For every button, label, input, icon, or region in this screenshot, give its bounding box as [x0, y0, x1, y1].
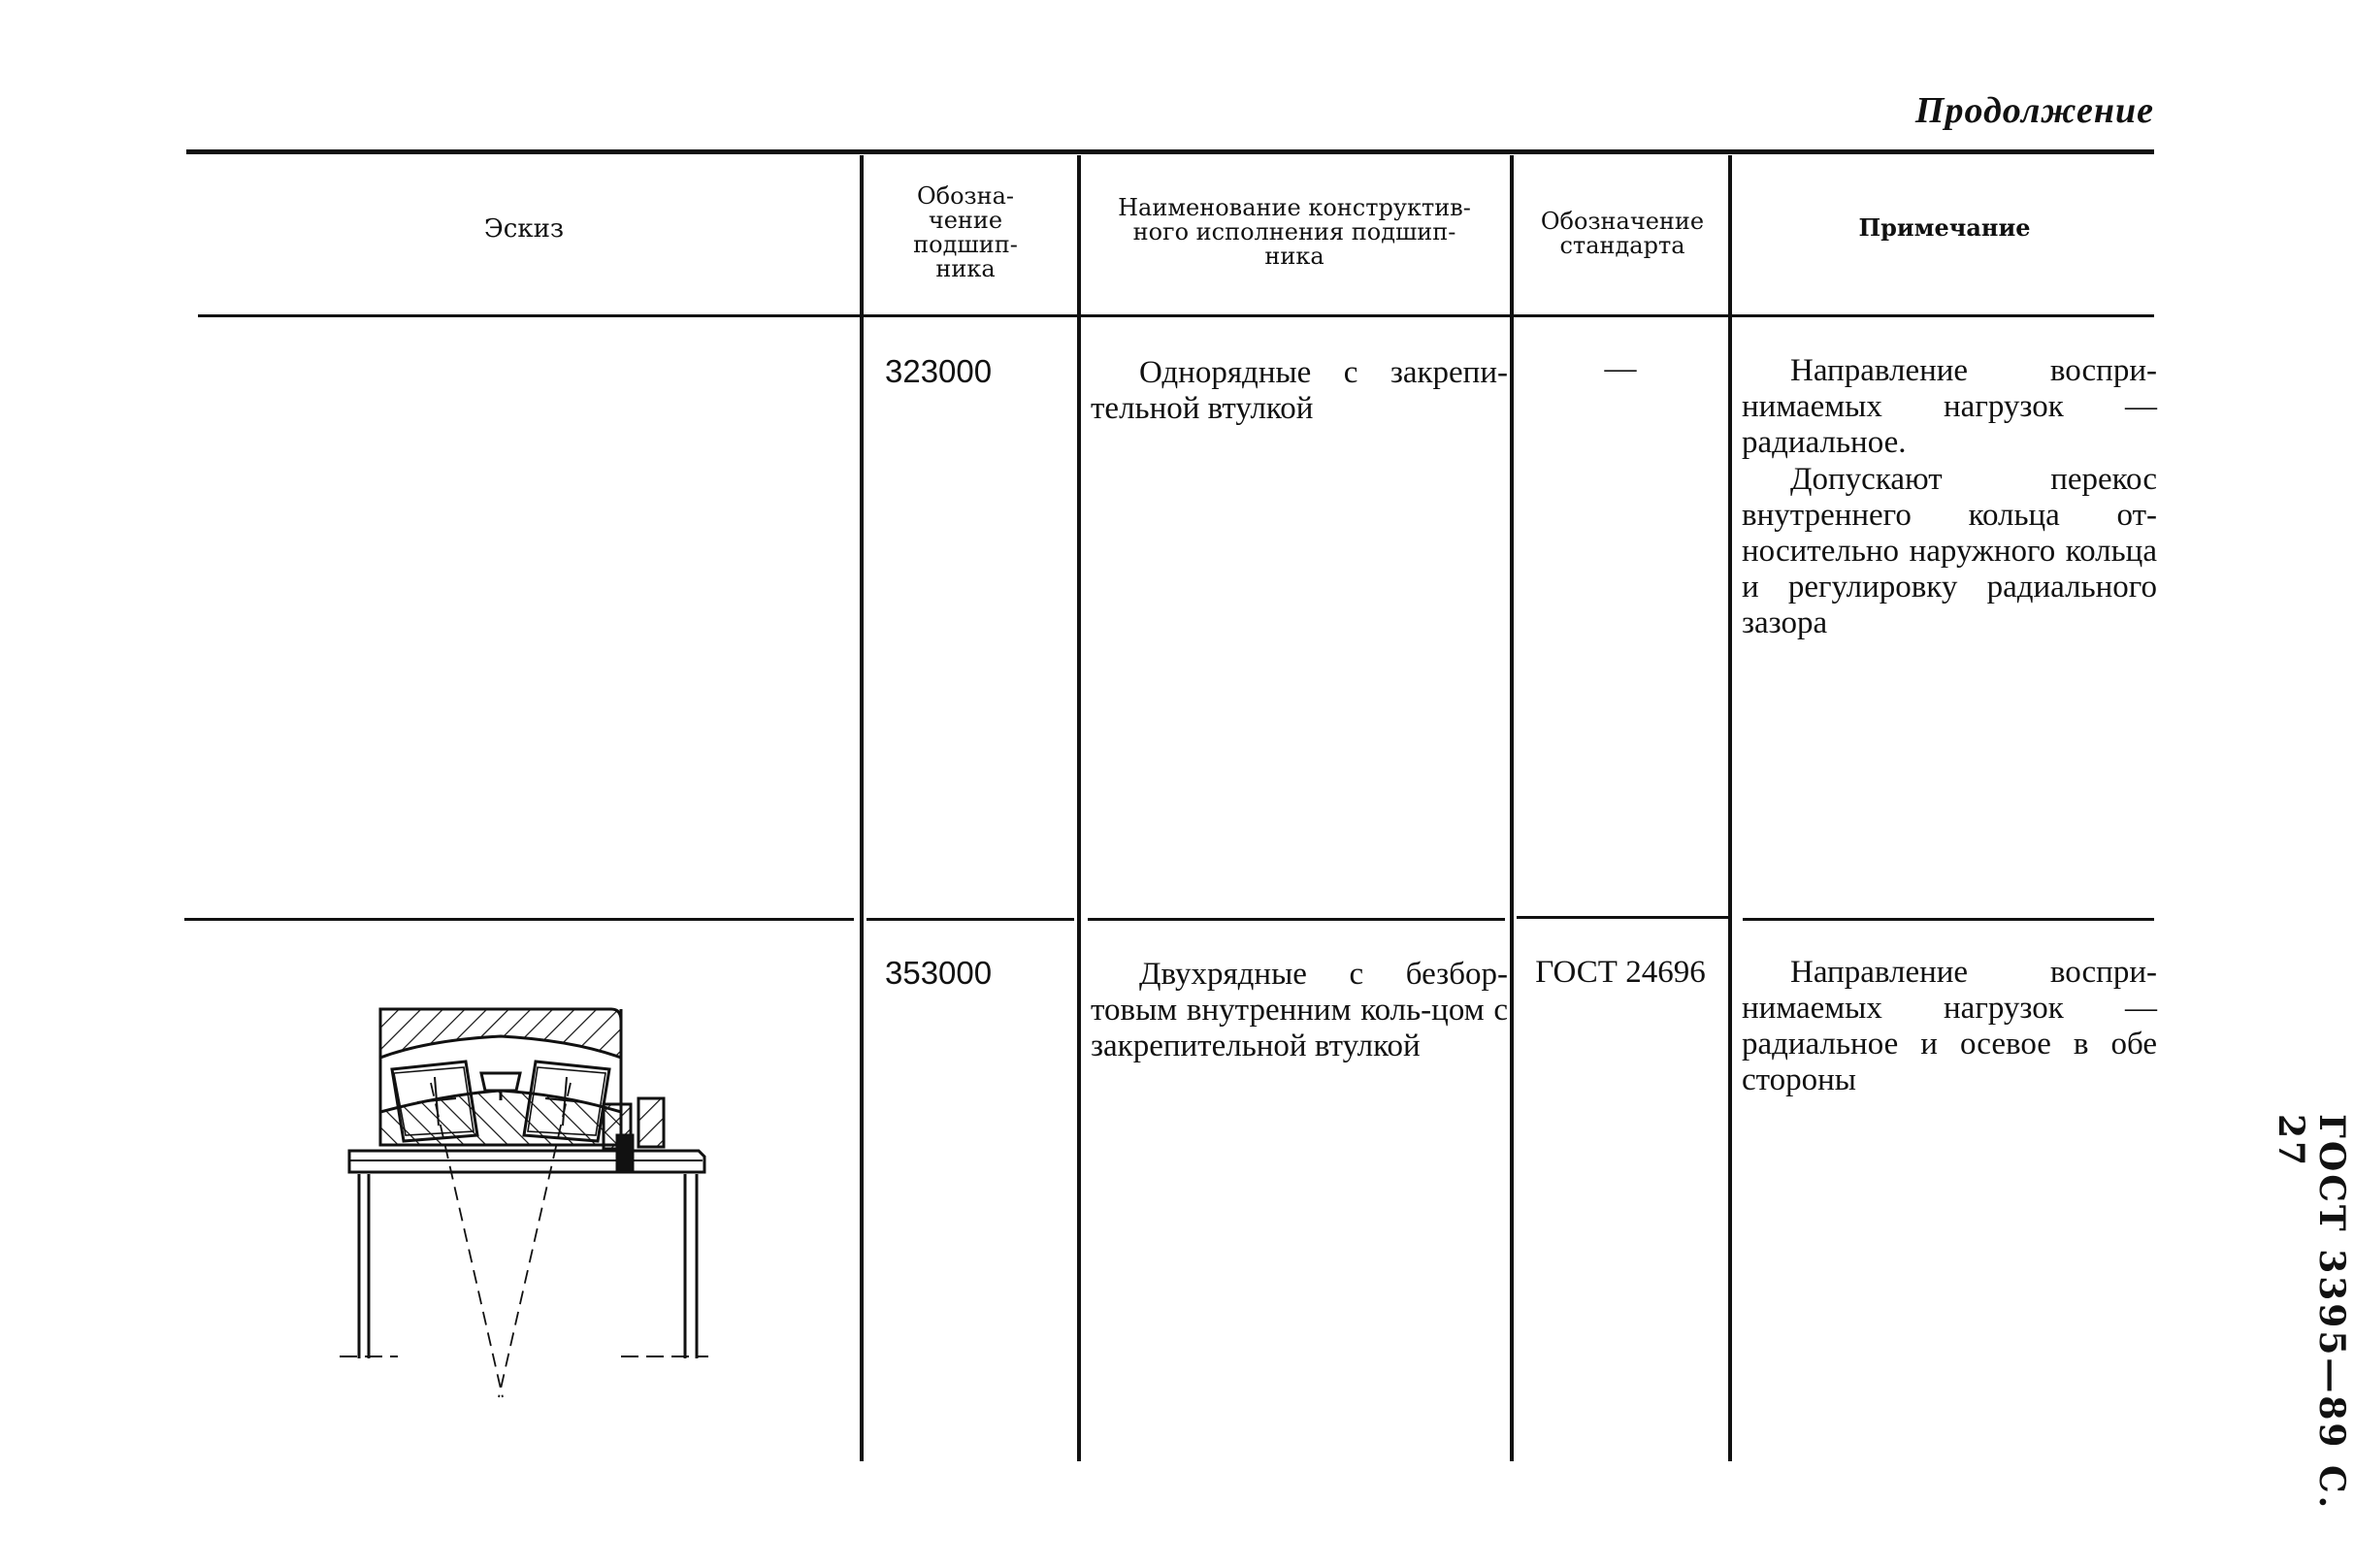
header-bottom-rule [198, 314, 2154, 317]
row-separator-sketch [184, 918, 854, 921]
header-note: Примечание [1858, 213, 2031, 242]
continuation-label: Продолжение [1914, 90, 2154, 131]
row2-standard: ГОСТ 24696 [1535, 955, 1706, 990]
header-standard: Обозначение стандарта [1540, 208, 1705, 259]
row-separator-name [1088, 918, 1505, 921]
row1-note-p1: Направление воспри-нимаемых нагрузок — радиальное. [1742, 353, 2157, 460]
row-separator-standard [1517, 916, 1728, 919]
column-divider-4 [1728, 155, 1732, 1461]
row2-designation: 353000 [885, 955, 993, 991]
row1-name: Однорядные с закрепи-тельной втулкой [1091, 355, 1508, 426]
row2-name: Двухрядные с безбор-товым внутренним коль-цом с закрепительной втулкой [1091, 957, 1508, 1063]
header-name: Наименование конструктив- ного исполнения подшип- ника [1118, 194, 1471, 270]
row-separator-note [1743, 918, 2154, 921]
column-divider-3 [1510, 155, 1514, 1461]
table-top-rule [186, 149, 2154, 154]
bearing-sketch-icon [330, 990, 718, 1417]
header-sketch: Эскиз [483, 214, 565, 244]
header-designation: Обозна- чение подшип- ника [913, 182, 1018, 282]
column-divider-2 [1077, 155, 1081, 1461]
row1-designation: 323000 [885, 353, 993, 389]
row1-standard: — [1604, 351, 1637, 386]
row1-note-p2: Допускают перекос внутреннего кольца от-носительно наружного кольца и регулировку радиального зазора [1742, 462, 2157, 640]
column-divider-1 [860, 155, 864, 1461]
page-side-label: ГОСТ 3395—89 С. 27 [2271, 1114, 2352, 1512]
row2-note-p1: Направление воспри-нимаемых нагрузок — радиальное и осевое в обе стороны [1742, 955, 2157, 1097]
row-separator-designation [866, 918, 1074, 921]
